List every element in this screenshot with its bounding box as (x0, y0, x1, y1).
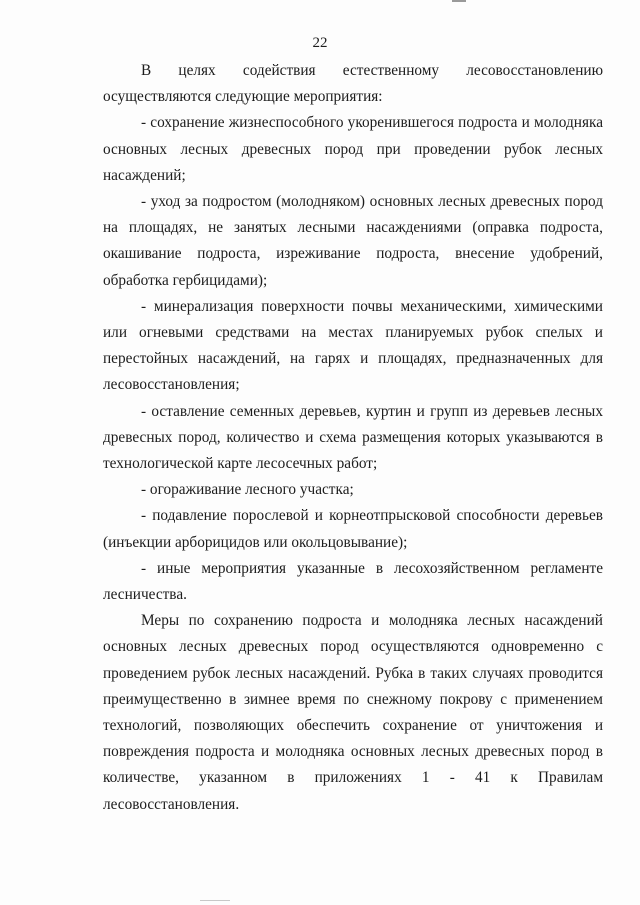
page-number: 22 (312, 35, 328, 51)
list-item-undergrowth-care: - уход за подростом (молодняком) основных лесных древесных пород на площадях, не занятых лесными насаждениями (оправка подроста, окашивание подроста, изреживание подроста, внесение удобрений, обработка гербицидами); (103, 193, 603, 289)
paragraph-preservation-measures: Меры по сохранению подроста и молодняка лесных насаждений основных лесных древесных пород осуществляются одновременно с проведением рубок лесных насаждений. Рубка в таких случаях проводится преимущественно в зимнее время по снежному покрову с применением технологий, позволяющих обеспечить сохранение от уничтожения и повреждения подроста и молодняка основных лесных древесных пород в количестве, указанном в приложениях 1 - 41 к Правилам лесовосстановления. (103, 612, 603, 813)
paragraph-intro: В целях содействия естественному лесовосстановлению осуществляются следующие мероприятия: (103, 62, 603, 106)
scan-artifact-bottom (200, 900, 230, 901)
scan-artifact-top (452, 0, 466, 2)
list-item-sprout-suppression: - подавление порослевой и корнеотпрысковой способности деревьев (инъекции арборицидов или окольцовывание); (103, 507, 603, 551)
list-item-preserve-undergrowth: - сохранение жизнеспособного укоренившегося подроста и молодняка основных лесных древесных пород при проведении рубок лесных насаждений; (103, 114, 603, 184)
list-item-other-measures: - иные мероприятия указанные в лесохозяйственном регламенте лесничества. (103, 559, 603, 604)
list-item-fencing: - огораживание лесного участка; (141, 481, 354, 499)
list-item-seed-trees: - оставление семенных деревьев, куртин и групп из деревьев лесных древесных пород, количество и схема размещения которых указываются в технологической карте лесосечных работ; (103, 402, 603, 473)
document-body (103, 58, 603, 818)
list-item-soil-mineralization: - минерализация поверхности почвы механическими, химическими или огневыми средствами на местах планируемых рубок спелых и перестойных насаждений, на гарях и площадях, предназначенных для лесовосстановления; (103, 297, 603, 394)
